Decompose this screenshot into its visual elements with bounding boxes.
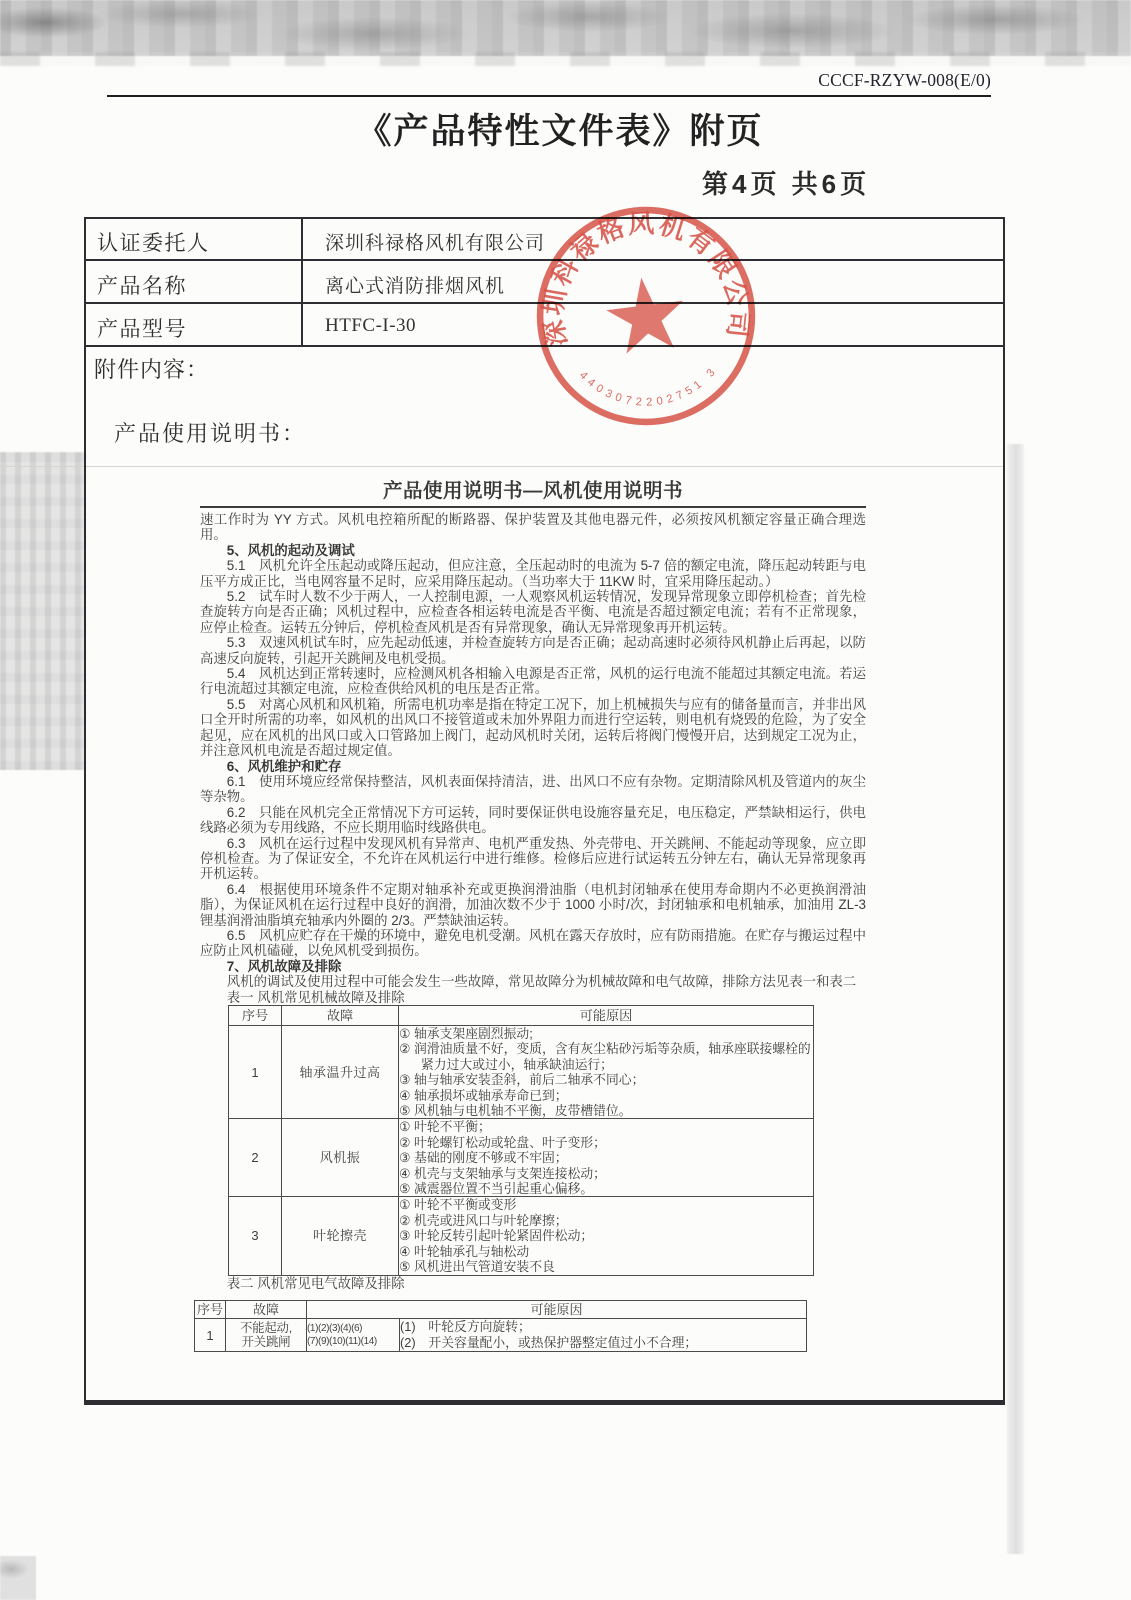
scan-noise-right-strip [1007, 444, 1024, 1554]
manual-paragraph: 5.1 风机允许全压起动或降压起动，但应注意，全压起动时的电流为 5-7 倍的额定电流，降压起动转距与电压平方成正比，当电网容量不足时，应采用降压起动。（当功率大于 11KW 时，宜采用降压起动。） [200, 558, 866, 589]
row-cause-codes [307, 1319, 400, 1352]
scan-noise-band [0, 0, 1131, 56]
product-model-label: 产品型号 [97, 318, 187, 341]
page-title: 《产品特性文件表》附页 [356, 112, 764, 151]
cause-line: ③ 轴与轴承安装歪斜，前后二轴承不同心； [399, 1072, 645, 1088]
row-divider [86, 345, 1003, 347]
scan-noise-bottom-left [0, 1556, 36, 1600]
stamp-company-text: 深圳科禄格风机有限公司 [537, 208, 755, 349]
attachment-item-label: 产品使用说明书： [114, 421, 307, 446]
code-line: (1)(2)(3)(4)(6) [307, 1322, 363, 1334]
manual-paragraph: 5.5 对离心风机和风机箱，所需电机功率是指在特定工况下，加上机械损失与应有的储备量而言，并非出风口全开时所需的功率，如风机的出风口不接管道或未加外界阻力而进行空运转，则电机有烧毁的危险，为了安全起见，应在风机的出风口或入口管路加上阀门，起动风机时关闭，运转后将阀门慢慢开启，达到规定工况为止，并注意风机电流是否超过规定值。 [200, 696, 866, 759]
col-header-fault: 故障 [226, 1300, 307, 1318]
electrical-fault-table [194, 1300, 807, 1352]
row-causes [399, 1197, 814, 1275]
row-fault: 风机振 [282, 1119, 399, 1197]
row-fault: 轴承温升过高 [282, 1026, 399, 1119]
applicant-label: 认证委托人 [97, 232, 210, 255]
manual-paragraph: 5.2 试车时人数不少于两人，一人控制电源，一人观察风机运转情况，发现异常现象立即停机检查；首先检查旋转方向是否正确；风机过程中，应检查各相运转电流是否平衡、电流是否超过额定电流；若有不正常现象，应停止检查。运转五分钟后，停机检查风机是否有异常现象，确认无异常现象再开机运转。 [200, 589, 866, 635]
row-causes [399, 1026, 814, 1119]
manual-section-heading: 6、风机维护和贮存 [226, 758, 342, 774]
col-header-fault: 故障 [282, 1006, 399, 1026]
table-row [229, 1197, 814, 1275]
table-row [229, 1026, 814, 1119]
manual-paragraph: 6.2 只能在风机完全正常情况下方可运转，同时要保证供电设施容量充足，电压稳定，严禁缺相运行，供电线路必须为专用线路，不应长期用临时线路供电。 [200, 804, 866, 836]
page-number-info: 第4页 共6页 [702, 169, 871, 199]
manual-paragraph: 风机的调试及使用过程中可能会发生一些故障，常见故障分为机械故障和电气故障，排除方法见表一和表二 [226, 974, 857, 990]
cause-line: ① 轴承支架座剧烈振动; [399, 1026, 533, 1041]
product-name-value: 离心式消防排烟风机 [325, 276, 506, 297]
code-line: (7)(9)(10)(11)(14) [307, 1336, 377, 1348]
scan-noise-left-margin [0, 452, 86, 770]
fault-line: 不能起动, [239, 1320, 292, 1335]
table-header-row [195, 1300, 807, 1318]
attachment-content-label: 附件内容： [94, 357, 210, 382]
row-causes [399, 1119, 814, 1197]
manual-body [196, 512, 866, 1352]
row-fault: 叶轮擦壳 [282, 1197, 399, 1275]
cause-line: ② 机壳或进风口与叶轮摩擦； [399, 1212, 568, 1228]
manual-paragraph: 5.4 风机达到正常转速时，应检测风机各相输入电源是否正常，风机的运行电流不能超过其额定电流。若运行电流超过其额定电流，应检查供给风机的电压是否正常。 [200, 666, 866, 697]
embedded-manual [196, 475, 866, 1352]
table-header-row [229, 1006, 814, 1026]
cause-line: ② 润滑油质量不好，变质，含有灰尘粘砂污垢等杂质，轴承座联接螺栓的紧力过大或过小，轴承缺油运行； [399, 1041, 811, 1072]
cause-line: ⑤ 减震器位置不当引起重心偏移。 [399, 1181, 594, 1197]
row-num: 1 [229, 1026, 282, 1119]
manual-paragraph: 6.4 根据使用环境条件不定期对轴承补充或更换润滑油脂（电机封闭轴承在使用寿命期内不必更换润滑油脂），为保证风机在运行过程中良好的润滑，加油次数不少于 1000 小时/次，封闭轴承和电机轴承，加油用 ZL-3 锂基润滑油脂填充轴承内外圈的 2/3。严禁缺油运转。 [200, 881, 866, 928]
table2-caption: 表二 风机常见电气故障及排除 [226, 1275, 405, 1291]
manual-paragraph: 速工作时为 YY 方式。风机电控箱所配的断路器、保护装置及其他电器元件，必须按风机额定容量正确合理选用。 [200, 512, 866, 543]
cause-line: ① 叶轮不平衡或变形 [399, 1197, 517, 1213]
manual-paragraph: 6.3 风机在运行过程中发现风机有异常声、电机严重发热、外壳带电、开关跳闸、不能起动等现象，应立即停机检查。为了保证安全，不允许在风机运行中进行维修。检修后应进行试运转五分钟左右，确认无异常现象再开机运转。 [200, 835, 866, 882]
fault-line: 开关跳闸 [241, 1335, 291, 1350]
row-divider [86, 259, 1003, 261]
header-rule [107, 95, 991, 97]
manual-section-heading: 7、风机故障及排除 [226, 958, 342, 974]
cause-line: ④ 轴承损坏或轴承寿命已到； [399, 1087, 568, 1103]
manual-title: 产品使用说明书—风机使用说明书 [382, 480, 683, 502]
cause-line: ② 叶轮螺钉松动或轮盘、叶子变形； [399, 1134, 606, 1150]
column-divider [301, 219, 303, 345]
cause-line: ⑤ 风机轴与电机轴不平衡，皮带槽错位。 [399, 1103, 632, 1119]
cause-line: ④ 叶轮轴承孔与轴松动 [399, 1243, 530, 1259]
row-reasons [400, 1319, 807, 1352]
row-divider [86, 302, 1003, 304]
mechanical-fault-table [228, 1005, 814, 1276]
manual-paragraph: 6.5 风机应贮存在干燥的环境中，避免电机受潮。风机在露天存放时，应有防雨措施。在贮存与搬运过程中应防止风机磕碰，以免风机受到损伤。 [200, 927, 866, 959]
col-header-cause: 可能原因 [307, 1300, 807, 1318]
cause-line: ④ 机壳与支架轴承与支架连接松动； [399, 1165, 606, 1181]
cause-line: ③ 叶轮反转引起叶轮紧固件松动； [399, 1228, 594, 1244]
scan-noise-band-edge [0, 52, 1131, 66]
product-model-value: HTFC-I-30 [325, 315, 417, 336]
row-num: 2 [229, 1119, 282, 1197]
product-name-label: 产品名称 [97, 275, 187, 298]
manual-title-rule [200, 506, 866, 508]
cause-line: ① 叶轮不平衡； [399, 1119, 491, 1135]
table-row [229, 1119, 814, 1197]
table1-caption: 表一 风机常见机械故障及排除 [226, 989, 405, 1005]
cause-line: ③ 基础的刚度不够或不牢固； [399, 1150, 568, 1166]
reason-line: (1) 叶轮反方向旋转； [400, 1319, 531, 1335]
cause-line: ⑤ 风机进出气管道安装不良 [399, 1259, 555, 1275]
main-form-border [84, 217, 1005, 1405]
table-row [195, 1319, 807, 1352]
col-header-num: 序号 [195, 1300, 226, 1318]
col-header-num: 序号 [229, 1006, 282, 1026]
document-code: CCCF-RZYW-008(E/0) [818, 70, 991, 90]
manual-section-heading: 5、风机的起动及调试 [226, 542, 355, 558]
row-fault [226, 1319, 307, 1352]
row-num: 3 [229, 1197, 282, 1275]
stamp-serial-text: 4403072202751 3 [576, 363, 721, 409]
applicant-value: 深圳科禄格风机有限公司 [325, 233, 546, 254]
reason-line: (2) 开关容量配小，或热保护器整定值过小不合理； [400, 1335, 698, 1351]
col-header-cause: 可能原因 [399, 1006, 814, 1026]
manual-paragraph: 5.3 双速风机试车时，应先起动低速，并检查旋转方向是否正确；起动高速时必须待风机静止后再起，以防高速反向旋转，引起开关跳闸及电机受损。 [200, 635, 866, 666]
row-num: 1 [195, 1319, 226, 1352]
manual-paragraph: 6.1 使用环境应经常保持整洁，风机表面保持清洁，进、出风口不应有杂物。定期清除风机及管道内的灰尘等杂物。 [200, 773, 866, 805]
